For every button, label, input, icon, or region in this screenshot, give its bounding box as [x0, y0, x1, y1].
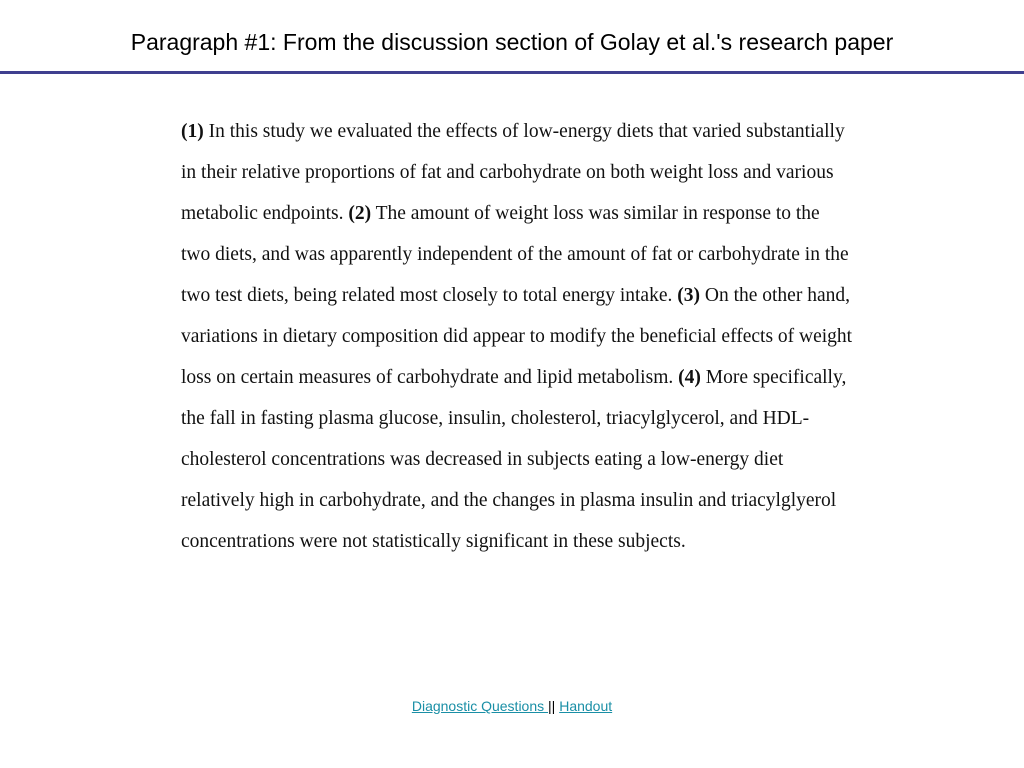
sentence-number-3: (3)	[677, 285, 700, 306]
sentence-number-4: (4)	[678, 367, 701, 388]
diagnostic-questions-link[interactable]: Diagnostic Questions	[411, 698, 549, 714]
sentence-2: The amount of weight loss was similar in response to the two diets, and was apparently independent of the amount of fat or carbohydrate in the two test diets, being related most closely to total energy intake.	[181, 203, 849, 306]
discussion-paragraph	[181, 111, 853, 562]
sentence-3: On the other hand, variations in dietary composition did appear to modify the beneficial effects of weight loss on certain measures of carbohydrate and lipid metabolism.	[181, 285, 853, 388]
sentence-4: More specifically, the fall in fasting plasma glucose, insulin, cholesterol, triacylglycerol, and HDL-cholesterol concentrations was decreased in subjects eating a low-energy diet relatively high in carbohydrate, and the changes in plasma insulin and triacylglyerol concentrations were not statistically significant in these subjects.	[181, 367, 847, 552]
sentence-1: In this study we evaluated the effects of low-energy diets that varied substantially in their relative proportions of fat and carbohydrate on both weight loss and various metabolic endpoints.	[181, 121, 845, 224]
sentence-number-1: (1)	[181, 121, 204, 142]
handout-link[interactable]: Handout	[559, 698, 613, 714]
header	[0, 0, 1024, 74]
footer-links	[0, 698, 1024, 714]
link-separator: ||	[548, 698, 556, 714]
page-title: Paragraph #1: From the discussion section of Golay et al.'s research paper	[130, 29, 894, 55]
sentence-number-2: (2)	[348, 203, 372, 224]
